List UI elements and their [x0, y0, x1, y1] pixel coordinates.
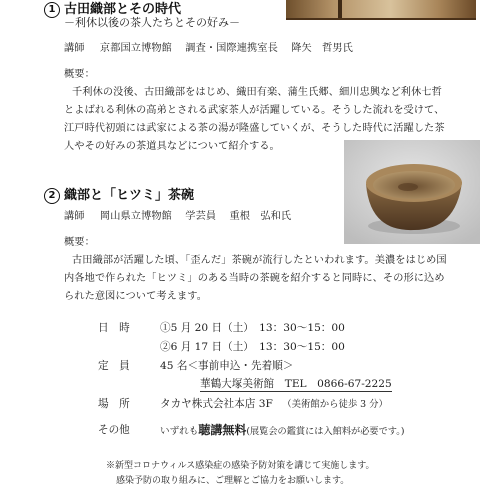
section1-overview-line: 千利休の没後、古田織部をはじめ、織田有楽、蒲生氏郷、細川忠興など利休七哲 — [72, 87, 442, 98]
contact-phone: 華鶴大塚美術館 TEL 0866-67-2225 — [200, 378, 392, 390]
date-1: ①5 月 20 日（土） 13：30～15：00 — [160, 322, 345, 334]
section1-title: 古田織部とその時代 — [64, 2, 182, 17]
lecturer-name: 重根 弘和氏 — [229, 211, 292, 222]
lecturer-label: 講師 — [64, 43, 85, 54]
tea-room-photo — [286, 0, 476, 20]
capacity-label: 定 員 — [98, 360, 130, 372]
section1-lecturer — [64, 39, 353, 54]
section1-overview-line: 人やその好みの茶道具などについて紹介する。 — [64, 141, 280, 152]
venue-value — [160, 396, 388, 411]
section1-overview-label: 概要： — [64, 69, 95, 80]
date-label: 日 時 — [98, 322, 130, 334]
other-note: (展覧会の鑑賞には入館料が必要です。) — [246, 426, 405, 437]
section2-title: 織部と「ヒツミ」茶碗 — [64, 188, 195, 203]
lecturer-role: 調査・国際連携室長 — [185, 43, 278, 54]
other-value — [160, 421, 404, 438]
lecturer-label: 講師 — [64, 211, 85, 222]
venue-note: （美術館から徒歩 3 分） — [282, 399, 388, 410]
lecturer-role: 学芸員 — [185, 211, 217, 222]
venue-label: 場 所 — [98, 398, 130, 410]
date-2: ②6 月 17 日（土） 13：30～15：00 — [160, 341, 345, 353]
section2-overview-line: 古田織部が活躍した頃、「歪んだ」茶碗が流行したといわれます。美濃をはじめ国 — [72, 255, 447, 266]
lecturer-org: 京都国立博物館 — [99, 43, 172, 54]
section2-overview-label: 概要： — [64, 237, 95, 248]
lecturer-name: 降矢 哲男氏 — [291, 43, 353, 54]
section1-number: 1 — [44, 2, 60, 18]
covid-note: ※新型コロナウィルス感染症の感染予防対策を講じて実施します。 — [106, 461, 375, 471]
covid-note: 感染予防の取り組みに、ご理解とご協力をお願いします。 — [116, 476, 350, 486]
section2-heading — [44, 184, 194, 204]
section2-overview-line: られた意図について考えます。 — [64, 291, 208, 302]
other-label: その他 — [98, 424, 130, 436]
venue-name: タカヤ株式会社本店 3F — [160, 398, 273, 410]
capacity-value: 45 名＜事前申込・先着順＞ — [160, 360, 294, 372]
free-admission: 聴講無料 — [198, 423, 247, 437]
section2-lecturer — [64, 207, 291, 222]
section1-subtitle: －利休以後の茶人たちとその好み－ — [64, 16, 240, 29]
other-prefix: いずれも — [160, 426, 199, 437]
section2-overview-line: 内各地で作られた「ヒツミ」のある当時の茶碗を紹介すると同時に、その形に込め — [64, 273, 445, 284]
section1-overview-line: とよばれる利休の高弟とされる武家茶人が活躍している。そうした流れを受けて、 — [64, 105, 445, 116]
section2-number: 2 — [44, 188, 60, 204]
tea-bowl-photo — [344, 140, 480, 244]
section1-overview-line: 江戸時代初頭には武家による茶の湯が隆盛していくが、そうした時代に活躍した茶 — [64, 123, 445, 134]
lecturer-org: 岡山県立博物館 — [99, 211, 172, 222]
